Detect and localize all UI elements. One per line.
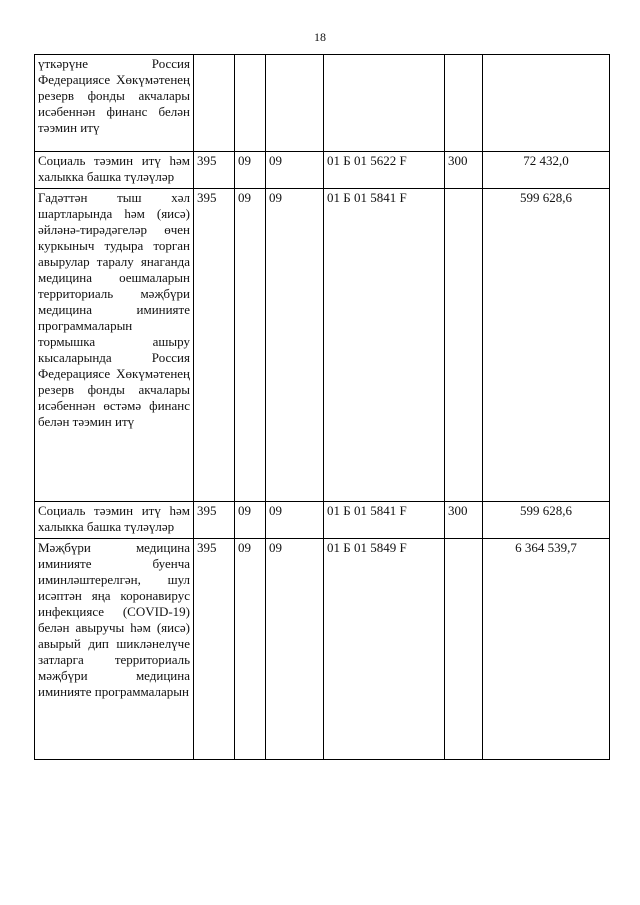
subsection-code-cell [266, 55, 324, 152]
amount-cell [483, 55, 610, 152]
table-row [35, 189, 610, 502]
section-code-cell: 09 [235, 539, 266, 760]
amount-cell: 72 432,0 [483, 152, 610, 189]
target-article-cell: 01 Б 01 5622 F [324, 152, 445, 189]
table-row [35, 539, 610, 760]
amount-cell: 6 364 539,7 [483, 539, 610, 760]
row-description: үткәрүне Россия Федерациясе Хөкүмәтенең резерв фонды акчалары исәбеннән финанс белән тәэмин итү [35, 55, 194, 152]
section-code-cell [235, 55, 266, 152]
row-description: Гадәттән тыш хәл шартларында һәм (яисә) әйләнә-тирәдәгеләр өчен куркыныч тудыра торган авырулар таралу янаганда медицина оешмаларын территориаль мәҗбүри медицина иминияте программаларын тормышка ашыру кысаларында Россия Федерациясе Хөкүмәтенең резерв фонды акчалары исәбеннән өстәмә финанс белән тәэмин итү [35, 189, 194, 502]
admin-code-cell [194, 55, 235, 152]
target-article-cell: 01 Б 01 5841 F [324, 502, 445, 539]
admin-code-cell: 395 [194, 189, 235, 502]
section-code-cell: 09 [235, 152, 266, 189]
table-row [35, 55, 610, 152]
target-article-cell [324, 55, 445, 152]
subsection-code-cell: 09 [266, 502, 324, 539]
admin-code-cell: 395 [194, 152, 235, 189]
row-description: Социаль тәэмин итү һәм халыкка башка түләүләр [35, 152, 194, 189]
section-code-cell: 09 [235, 502, 266, 539]
subsection-code-cell: 09 [266, 152, 324, 189]
row-description: Мәҗбүри медицина иминияте буенча иминләштерелгән, шул исәптән яңа коронавирус инфекциясе (COVID-19) белән авыручы һәм (яисә) авырый дип шикләнелүче затларга территориаль мәҗбүри медицина иминияте программаларын [35, 539, 194, 760]
amount-cell: 599 628,6 [483, 189, 610, 502]
expense-type-cell: 300 [445, 152, 483, 189]
row-description: Социаль тәэмин итү һәм халыкка башка түләүләр [35, 502, 194, 539]
table-row [35, 502, 610, 539]
amount-cell: 599 628,6 [483, 502, 610, 539]
expense-type-cell [445, 55, 483, 152]
target-article-cell: 01 Б 01 5841 F [324, 189, 445, 502]
expense-type-cell [445, 189, 483, 502]
subsection-code-cell: 09 [266, 539, 324, 760]
expense-type-cell: 300 [445, 502, 483, 539]
page-number: 18 [314, 30, 326, 44]
section-code-cell: 09 [235, 189, 266, 502]
budget-table [34, 54, 610, 760]
expense-type-cell [445, 539, 483, 760]
admin-code-cell: 395 [194, 539, 235, 760]
target-article-cell: 01 Б 01 5849 F [324, 539, 445, 760]
admin-code-cell: 395 [194, 502, 235, 539]
subsection-code-cell: 09 [266, 189, 324, 502]
table-row [35, 152, 610, 189]
